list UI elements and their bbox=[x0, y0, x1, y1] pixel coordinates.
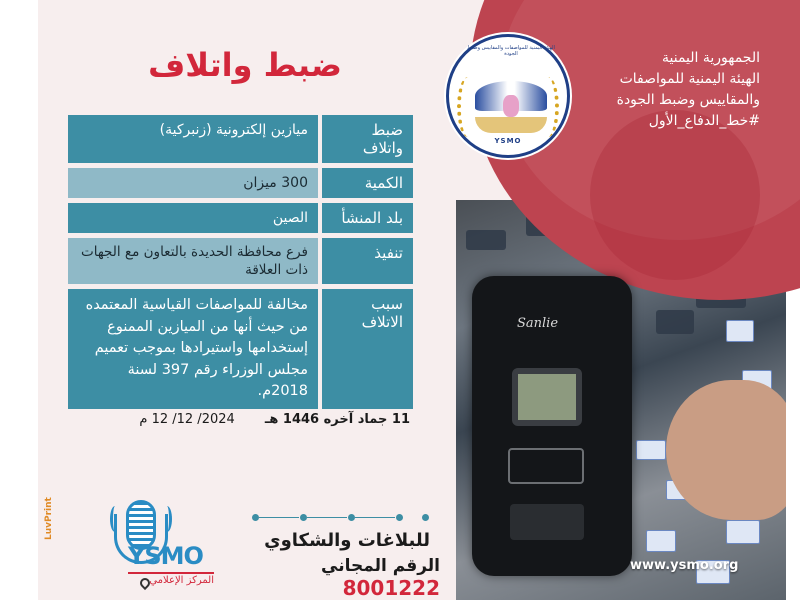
table-row bbox=[68, 203, 413, 233]
website-link[interactable]: www.ysmo.org bbox=[630, 558, 739, 573]
complaints-phone bbox=[230, 556, 440, 600]
media-brand: YSMO bbox=[128, 542, 203, 570]
row-value: مخالفة للمواصفات القياسية المعتمده من حيث أنها من الميازين الممنوع إستخدامها واستيرادها بموجب تعميم مجلس الوزراء رقم 397 لسنة 2018م. bbox=[68, 289, 318, 409]
hand bbox=[666, 380, 786, 520]
table-row bbox=[68, 115, 413, 163]
date-gregorian: 2024/ 12/ 12 م bbox=[139, 412, 235, 427]
ysmo-logo bbox=[446, 34, 570, 158]
row-key: سبب الاتلاف bbox=[322, 289, 413, 409]
device-brand: Sanlie bbox=[517, 316, 559, 331]
complaints-title: للبلاغات والشكاوي bbox=[264, 530, 430, 551]
phone-label: الرقم المجاني bbox=[321, 556, 440, 576]
scale-device bbox=[472, 276, 632, 576]
table-row bbox=[68, 238, 413, 284]
table-row bbox=[68, 168, 413, 198]
date-hijri: 11 جماد آخره 1446 هـ bbox=[264, 412, 410, 427]
media-center-logo bbox=[106, 500, 216, 596]
printer-brand: LuvPrint bbox=[44, 497, 54, 540]
row-value: فرع محافظة الحديدة بالتعاون مع الجهات ذات العلاقة bbox=[68, 238, 318, 284]
device-buttons bbox=[508, 448, 584, 484]
row-key: بلد المنشأ bbox=[322, 203, 413, 233]
header-hashtag: #خط_الدفاع_الأول bbox=[648, 113, 760, 129]
row-key: تنفيذ bbox=[322, 238, 413, 284]
phone-number: 8001222 bbox=[342, 576, 440, 600]
page-title: ضبط واتلاف bbox=[148, 46, 342, 84]
row-key: الكمية bbox=[322, 168, 413, 198]
table-row bbox=[68, 289, 413, 409]
row-value: ميازين إلكترونية (زنبركية) bbox=[68, 115, 318, 163]
dates bbox=[110, 412, 410, 427]
media-caption: المركز الإعلامي bbox=[128, 572, 214, 586]
device-screen bbox=[512, 368, 582, 426]
org-header bbox=[560, 48, 760, 132]
logo-ring-text: الهيئة اليمنية للمواصفات والمقاييس وضبط الجودة bbox=[467, 45, 555, 57]
decorative-dots bbox=[252, 512, 432, 522]
header-line-org: الهيئة اليمنية للمواصفات bbox=[619, 71, 760, 87]
header-line-org2: والمقاييس وضبط الجودة bbox=[616, 92, 760, 108]
row-value: 300 ميزان bbox=[68, 168, 318, 198]
flask-icon bbox=[503, 95, 519, 117]
device-label bbox=[510, 504, 584, 540]
header-line-country: الجمهورية اليمنية bbox=[661, 50, 760, 66]
info-table bbox=[68, 115, 413, 414]
logo-abbrev: YSMO bbox=[494, 137, 522, 145]
row-key: ضبط واتلاف bbox=[322, 115, 413, 163]
row-value: الصين bbox=[68, 203, 318, 233]
